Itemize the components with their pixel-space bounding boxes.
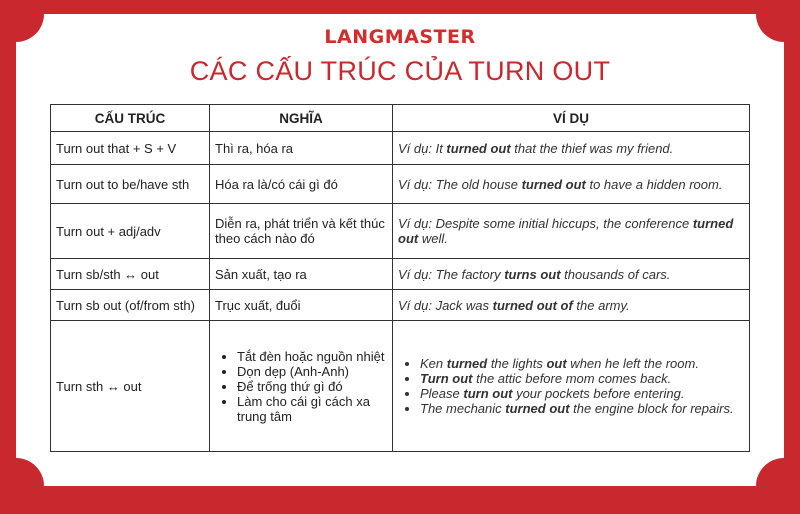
structure-cell: Turn sb/sth ↔ out (51, 259, 210, 290)
example-text: The mechanic (420, 401, 506, 416)
example-text: Ví dụ: Jack was (398, 297, 493, 313)
content-card (16, 14, 784, 486)
emphasis-text: Turn out (420, 371, 473, 386)
meaning-list (215, 349, 387, 424)
example-cell (393, 165, 750, 204)
example-text: the engine block for repairs. (569, 401, 734, 416)
example-text: Ken (420, 356, 447, 371)
list-item (420, 371, 744, 386)
example-text: Please (420, 386, 464, 401)
structures-table (50, 104, 750, 452)
list-item (420, 401, 744, 416)
example-text: the lights (487, 356, 547, 371)
table-row (51, 132, 750, 165)
emphasis-text: turn out (463, 386, 513, 401)
example-text: to have a hidden room. (585, 176, 723, 192)
column-header-meaning: NGHĨA (210, 105, 393, 132)
structure-cell: Turn out that + S + V (51, 132, 210, 165)
example-text: well. (418, 231, 448, 246)
structure-cell: Turn out to be/have sth (51, 165, 210, 204)
table-row (51, 259, 750, 290)
list-item: • Làm cho cái gì cách xa trung tâm (237, 394, 387, 424)
emphasis-text: turned out (398, 216, 734, 246)
table-row (51, 290, 750, 321)
example-text: thousands of cars. (560, 266, 671, 282)
example-text: the attic before mom comes back. (472, 371, 672, 386)
example-cell (393, 321, 750, 452)
meaning-cell: Thì ra, hóa ra (210, 132, 393, 165)
emphasis-text: turned out of (492, 297, 573, 313)
emphasis-text: turns out (504, 266, 561, 282)
structure-cell: Turn out + adj/adv (51, 204, 210, 259)
table-header-row (51, 105, 750, 132)
structure-cell: Turn sb out (of/from sth) (51, 290, 210, 321)
example-text: Ví dụ: Despite some initial hiccups, the conference (398, 216, 693, 231)
emphasis-text: turned out (446, 140, 511, 156)
emphasis-text: out (546, 356, 567, 371)
table-row (51, 321, 750, 452)
example-text: Ví dụ: The old house (398, 176, 522, 192)
example-cell (393, 290, 750, 321)
example-text: when he left the room. (566, 356, 699, 371)
example-text: Ví dụ: It (398, 140, 447, 156)
table-row (51, 204, 750, 259)
column-header-example: VÍ DỤ (393, 105, 750, 132)
page-title: CÁC CẤU TRÚC CỦA TURN OUT (189, 56, 611, 86)
example-text: the army. (572, 297, 630, 313)
example-text: Ví dụ: The factory (398, 266, 505, 282)
list-item: • Để trống thứ gì đó (237, 379, 387, 394)
list-item (420, 386, 744, 401)
example-cell (393, 259, 750, 290)
emphasis-text: turned (446, 356, 488, 371)
meaning-cell (210, 321, 393, 452)
example-cell (393, 204, 750, 259)
list-item (420, 356, 744, 371)
column-header-structure: CẤU TRÚC (51, 105, 210, 132)
emphasis-text: turned out (521, 176, 586, 192)
example-list (398, 356, 744, 416)
list-item: • Dọn dẹp (Anh-Anh) (237, 364, 387, 379)
corner-notch (0, 458, 44, 514)
example-text: your pockets before entering. (512, 386, 685, 401)
list-item: • Tắt đèn hoặc nguồn nhiệt (237, 349, 387, 364)
structure-cell: Turn sth ↔ out (51, 321, 210, 452)
meaning-cell: Sản xuất, tạo ra (210, 259, 393, 290)
meaning-cell: Trục xuất, đuổi (210, 290, 393, 321)
emphasis-text: turned out (505, 401, 570, 416)
brand-logo: LANGMASTER (324, 26, 476, 48)
example-cell (393, 132, 750, 165)
corner-notch (756, 458, 800, 514)
meaning-cell: Diễn ra, phát triển và kết thúc theo cách nào đó (210, 204, 393, 259)
table-row (51, 165, 750, 204)
example-text: that the thief was my friend. (510, 140, 674, 156)
meaning-cell: Hóa ra là/có cái gì đó (210, 165, 393, 204)
